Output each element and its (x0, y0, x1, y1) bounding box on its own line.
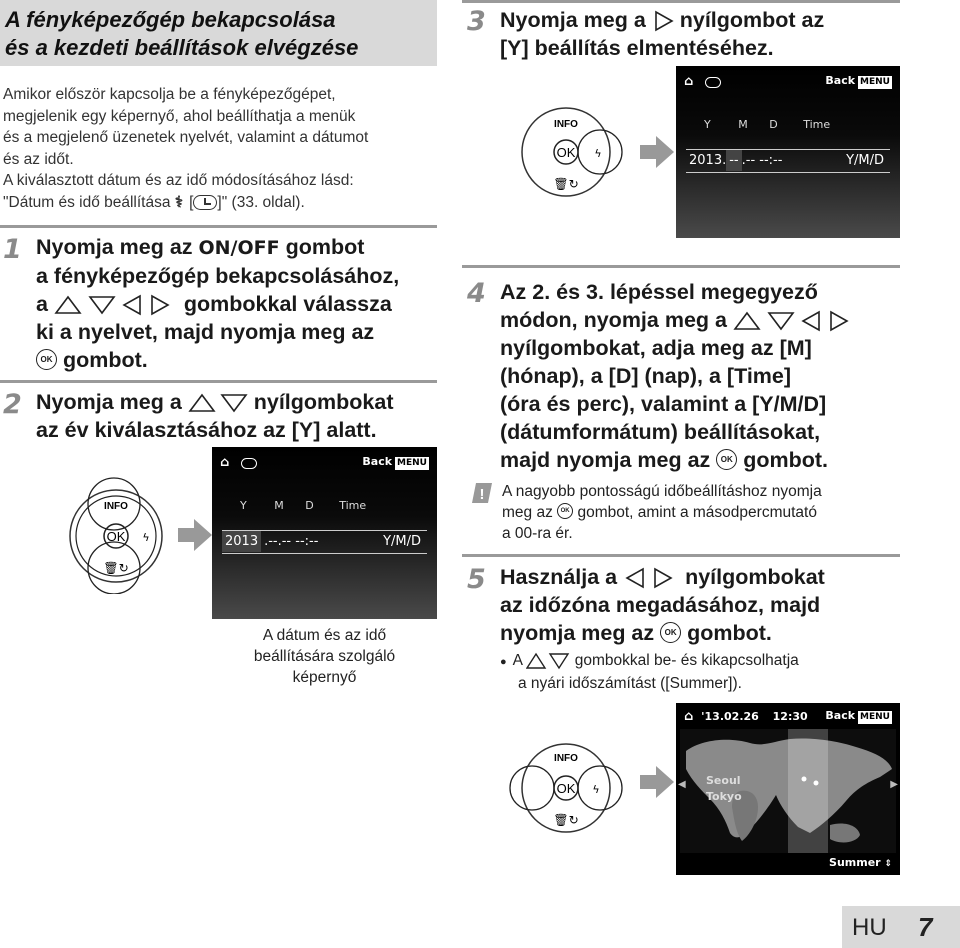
home-icon: ⌂ (684, 709, 694, 724)
onoff-label: ON/OFF (198, 237, 280, 259)
caution-mark: ! (479, 486, 485, 503)
page-number: 7 (918, 912, 933, 942)
date-rest: .--.-- --:-- (264, 534, 319, 549)
up-down-arrows-icon: ⇕ (884, 859, 892, 869)
label-y: Y (240, 499, 247, 512)
intro-line: Amikor először kapcsolja be a fényképezőgépet, (3, 86, 336, 103)
step-2-number: 2 (3, 389, 22, 420)
clock-icon (193, 195, 217, 210)
right-arrow-icon: ▶ (890, 779, 898, 790)
arrow-right-icon (640, 136, 674, 168)
month-value: -- (726, 150, 741, 171)
city-seoul: Seoul (706, 774, 741, 787)
caption-line: beállítására szolgáló (253, 648, 396, 665)
intro-line: megjelenik egy képernyő, ahol beállíthatja a menük (3, 107, 356, 125)
note-line: gombot, amint a másodpercmutató (573, 504, 817, 521)
step-text-part: majd nyomja meg az (500, 448, 717, 472)
step-text-part: Nyomja meg a (500, 8, 652, 32)
step-text-part: gombot. (681, 621, 772, 645)
divider (0, 380, 437, 383)
date-value: '13.02.26 (701, 710, 759, 723)
step-text-part: Az 2. és 3. lépéssel megegyező (500, 280, 818, 304)
bullet-text (500, 650, 940, 694)
step-text-part: gombot. (737, 448, 829, 472)
label-d: D (769, 118, 778, 131)
step-1-text (36, 233, 446, 374)
time-value: 12:30 (772, 710, 808, 723)
back-label: Back (362, 455, 393, 468)
intro-line: és a megjelenő üzenetek nyelvét, valamint a dátumot (3, 129, 369, 146)
section-title (0, 0, 437, 66)
info-label: INFO (554, 119, 578, 130)
ok-button-icon: OK (716, 449, 737, 470)
menu-badge: MENU (397, 458, 427, 468)
date-rest: .-- --:-- (741, 153, 783, 168)
label-y: Y (704, 118, 711, 131)
language-code: HU (852, 914, 887, 941)
label-m: M (738, 118, 748, 131)
intro-line (3, 192, 433, 214)
camera-screen-date-setting (212, 447, 437, 619)
date-field: 2013. -- .-- --:-- Y/M/D (686, 149, 890, 173)
field-labels (240, 499, 366, 512)
step-3-text (500, 6, 940, 62)
step-text-part: az év kiválasztásához az [Y] alatt. (36, 418, 377, 442)
camera-screen-date-setting (676, 66, 900, 238)
date-field (222, 530, 427, 554)
field-labels (704, 118, 830, 131)
up-down-keys-icon (188, 392, 248, 414)
divider (462, 265, 900, 268)
label-m: M (274, 499, 284, 512)
up-down-keys-icon (526, 652, 570, 670)
clock-icon (241, 458, 257, 469)
home-icon: ⌂ (684, 74, 694, 89)
step-1-number: 1 (3, 234, 22, 265)
bullet-mark: ● (500, 656, 507, 668)
step-text-part: (dátumformátum) beállításokat, (500, 420, 821, 444)
intro-text-part: "Dátum és idő beállítása (3, 193, 175, 211)
screen-caption (212, 625, 437, 688)
svg-text:ϟ: ϟ (594, 147, 602, 160)
bullet-line: a nyári időszámítást ([Summer]). (518, 675, 742, 692)
note-line: meg az (502, 504, 558, 521)
ok-button-icon: OK (660, 622, 681, 643)
intro-line: A kiválasztott dátum és az idő módosításához lásd: (3, 172, 354, 189)
camera-dial-illustration (516, 100, 628, 200)
menu-badge: MENU (860, 77, 890, 87)
divider (0, 225, 437, 228)
step-4-text (500, 278, 940, 474)
summer-indicator (829, 856, 892, 869)
step-text-part: [Y] beállítás elmentéséhez. (500, 36, 774, 60)
caption-line: képernyő (292, 669, 357, 686)
ok-label: OK (556, 145, 576, 160)
step-text-part: nyílgombokat, adja meg az [M] (500, 336, 812, 360)
note-text (502, 481, 922, 544)
ok-label: OK (106, 529, 126, 544)
arrow-keys-icon (54, 294, 178, 316)
caption-line: A dátum és az idő (262, 627, 387, 644)
city-labels (706, 773, 742, 805)
step-5-number: 5 (467, 564, 486, 595)
divider (462, 0, 900, 3)
step-text-part: nyílgombokat (247, 390, 394, 414)
clock-icon (705, 77, 721, 88)
intro-line: és az időt. (3, 150, 74, 168)
svg-text:🗑↻: 🗑↻ (553, 813, 579, 827)
svg-text:ϟ: ϟ (142, 531, 150, 544)
intro-text-part: [ (184, 193, 194, 211)
home-icon: ⌂ (220, 455, 230, 470)
timezone-highlight (788, 729, 828, 853)
year-value: 2013 (222, 531, 261, 552)
step-text-part: (hónap), a [D] (nap), a [Time] (500, 364, 792, 388)
step-text-part: gombot. (57, 348, 148, 372)
camera-screen-timezone (676, 703, 900, 875)
label-time: Time (339, 499, 367, 512)
format-value: Y/M/D (846, 153, 884, 168)
ok-button-icon: OK (557, 503, 573, 519)
intro-text-part: ]" (33. oldal). (217, 193, 305, 211)
step-text-part: (óra és perc), valamint a [Y/M/D] (500, 392, 827, 416)
step-3-number: 3 (467, 6, 486, 37)
step-text-part: gombot (279, 235, 365, 259)
svg-text:🗑↻: 🗑↻ (103, 561, 129, 575)
left-arrow-icon: ◀ (678, 779, 686, 790)
step-text-part: a fényképezőgép bekapcsolásához, (36, 264, 400, 288)
step-text-part: a (36, 292, 54, 316)
arrow-right-icon (640, 766, 674, 798)
back-label: Back (825, 709, 856, 722)
title-line-2: és a kezdeti beállítások elvégzése (5, 35, 359, 60)
left-right-keys-icon (623, 567, 679, 589)
back-label: Back (825, 74, 856, 87)
camera-dial-illustration (66, 476, 178, 594)
step-text-part: Nyomja meg az (36, 235, 199, 259)
step-text-part: Használja a (500, 565, 624, 589)
divider (462, 554, 900, 557)
label-time: Time (803, 118, 831, 131)
step-text-part: módon, nyomja meg a (500, 308, 733, 332)
step-5-text (500, 563, 940, 647)
svg-text:🗑↻: 🗑↻ (553, 177, 579, 191)
step-text-part: nyílgombot az (673, 8, 825, 32)
step-text-part: nyomja meg az (500, 621, 661, 645)
step-2-text (36, 388, 446, 444)
wrench-icon: ⚕ (174, 193, 184, 211)
step-text-part: Nyomja meg a (36, 390, 188, 414)
format-value: Y/M/D (383, 534, 421, 549)
year-value: 2013 (689, 153, 723, 168)
ok-label: OK (556, 781, 576, 796)
step-text-part: nyílgombokat (679, 565, 825, 589)
menu-badge: MENU (860, 712, 890, 722)
title-line-1: A fényképezőgép bekapcsolása (5, 7, 336, 32)
ok-button-icon: OK (36, 349, 57, 370)
svg-text:ϟ: ϟ (592, 783, 600, 796)
page-number-box (842, 906, 960, 948)
caution-icon (470, 481, 494, 505)
intro-text (3, 84, 433, 213)
step-text-part: gombokkal válassza (177, 292, 392, 316)
note-line: a 00-ra ér. (502, 525, 573, 542)
bullet-line: gombokkal be- és kikapcsolhatja (570, 652, 799, 669)
step-text-part: ki a nyelvet, majd nyomja meg az (36, 320, 375, 344)
info-label: INFO (104, 501, 128, 512)
bullet-line: A (512, 652, 527, 669)
summer-label: Summer (829, 856, 881, 869)
city-tokyo: Tokyo (706, 790, 742, 803)
arrow-keys-icon (733, 310, 857, 332)
info-label: INFO (554, 753, 578, 764)
note-line: A nagyobb pontosságú időbeállításhoz nyomja (502, 483, 822, 500)
label-d: D (305, 499, 314, 512)
camera-dial-illustration (506, 738, 624, 838)
step-4-number: 4 (467, 278, 486, 309)
right-key-icon (652, 10, 674, 32)
step-text-part: az időzóna megadásához, majd (500, 593, 821, 617)
arrow-right-icon (178, 519, 212, 551)
